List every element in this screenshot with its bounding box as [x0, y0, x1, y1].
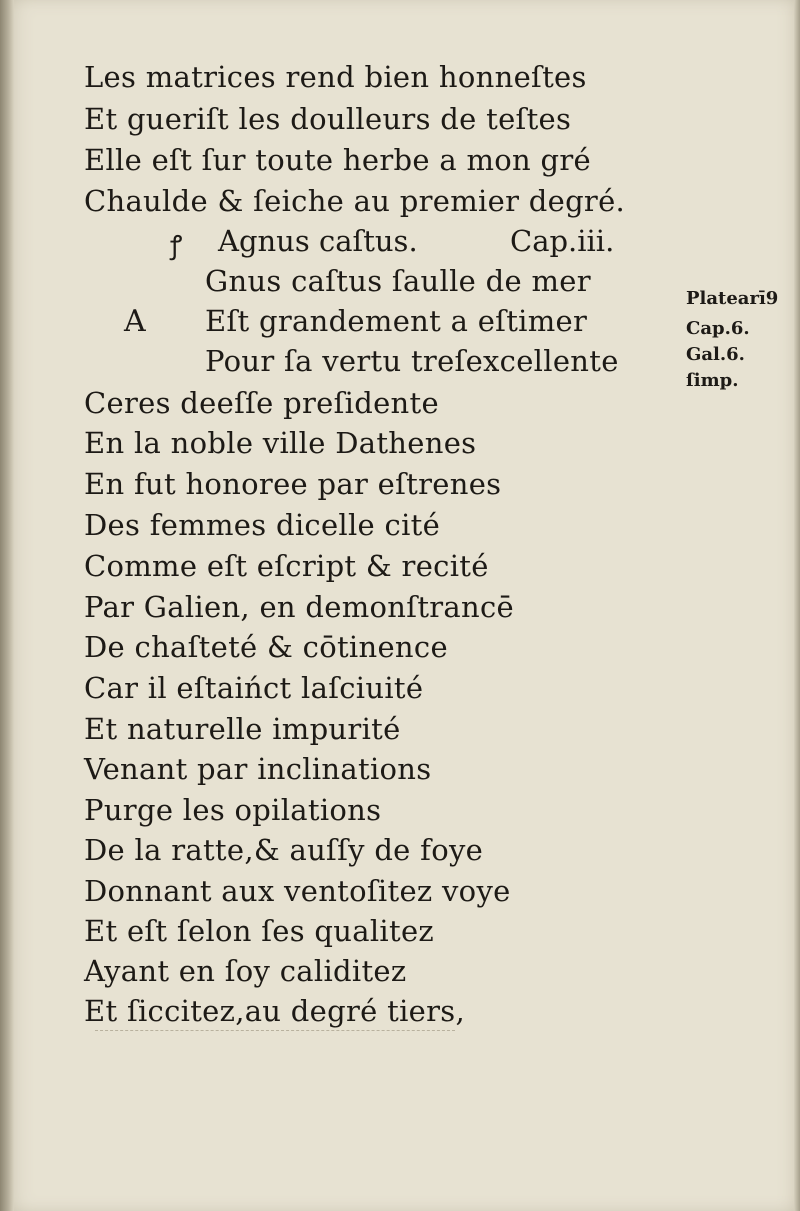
verse-line: Elle eſt ſur toute herbe a mon gré: [84, 143, 591, 177]
verse-line: Car il eſtaińct laſciuité: [84, 671, 424, 705]
verse-line: Gnus caſtus ſaulle de mer: [205, 264, 591, 298]
margin-note: ſimp.: [686, 370, 739, 391]
verse-line: Ceres deeſſe preſidente: [84, 386, 439, 420]
page-edge: [794, 0, 800, 1211]
verse-line: Des femmes dicelle cité: [84, 508, 441, 542]
margin-note: Platearī9: [686, 288, 779, 309]
verse-line: Ayant en ſoy caliditez: [84, 954, 407, 988]
page-binding-shadow: [0, 0, 14, 1211]
verse-line: Pour ſa vertu treſexcellente: [205, 344, 619, 378]
initial-letter: A: [124, 304, 146, 339]
verse-line: Comme eſt eſcript & recité: [84, 549, 489, 583]
verse-line: Et eſt ſelon ſes qualitez: [84, 914, 435, 948]
verse-line: Chaulde & ſeiche au premier degré.: [84, 184, 626, 218]
verse-line: Venant par inclinations: [84, 752, 432, 786]
verse-line: De chaſteté & cōtinence: [84, 630, 448, 664]
chapter-number: Cap.iii.: [510, 224, 615, 258]
verse-line: Et naturelle impurité: [84, 712, 401, 746]
verse-line: Et ſiccitez,au degré tiers,: [84, 994, 465, 1028]
verse-line: En la noble ville Dathenes: [84, 426, 477, 460]
chapter-title: Agnus caſtus.: [218, 224, 418, 258]
verse-line: Et gueriſt les doulleurs de teſtes: [84, 102, 572, 136]
bleed-through-rule: [95, 1030, 455, 1031]
verse-line: Les matrices rend bien honneſtes: [84, 60, 587, 94]
verse-line: De la ratte,& auſſy de foye: [84, 833, 484, 867]
margin-note: Gal.6.: [686, 344, 745, 365]
verse-line: Purge les opilations: [84, 793, 382, 827]
verse-line: Eſt grandement a eſtimer: [205, 304, 588, 338]
verse-line: En fut honoree par eſtrenes: [84, 467, 502, 501]
verse-line: Donnant aux ventoſitez voye: [84, 874, 511, 908]
verse-line: Par Galien, en demonſtrancē: [84, 590, 515, 624]
paragraph-mark-icon: ꝭ: [170, 231, 183, 261]
margin-note: Cap.6.: [686, 318, 750, 339]
